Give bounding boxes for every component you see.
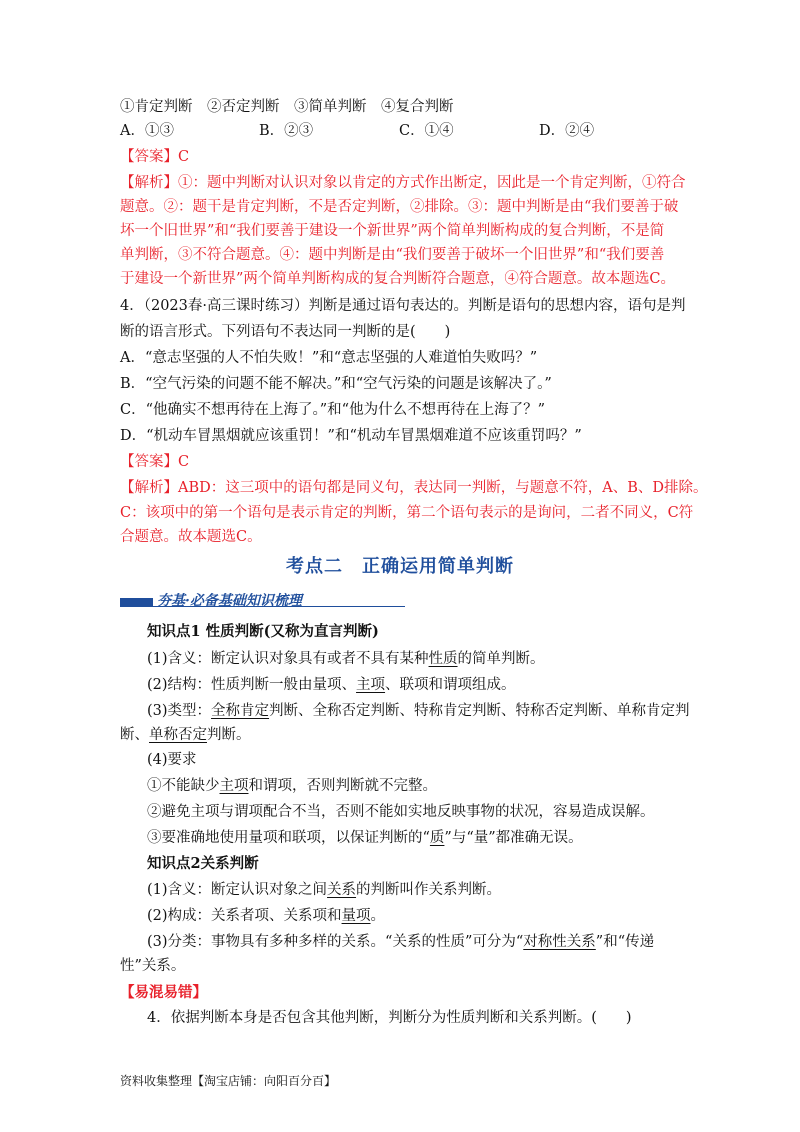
q4-analysis-line: 合题意。故本题选C。 (120, 529, 262, 545)
q4-option-b: B．“空气污染的问题不能不解决。”和“空气污染的问题是该解决了。” (120, 376, 552, 392)
q3-analysis-line: 【解析】①：题中判断对认识对象以肯定的方式作出断定，因此是一个肯定判断，①符合 (120, 175, 686, 191)
q3-option-b: B．②③ (259, 123, 314, 139)
q3-analysis-line: 于建设一个新世界”两个简单判断构成的复合判断符合题意，④符合题意。故本题选C。 (120, 271, 676, 287)
confusion-label: 【易混易错】 (120, 984, 207, 1001)
confusion-question: 4．依据判断本身是否包含其他判断，判断分为性质判断和关系判断。( ) (147, 1010, 632, 1026)
kp1-title: 知识点1 性质判断(又称为直言判断) (147, 623, 379, 640)
q4-answer: 【答案】C (120, 454, 190, 470)
q4-option-d: D．“机动车冒黑烟就应该重罚！”和“机动车冒黑烟难道不应该重罚吗？” (120, 428, 582, 444)
kp1-requirements: (4)要求 (147, 752, 197, 768)
kp2-definition: (1)含义：断定认识对象之间关系的判断叫作关系判断。 (147, 882, 502, 898)
q3-analysis-line: 单判断，③不符合题意。④：题中判断是由“我们要善于破坏一个旧世界”和“我们要善 (120, 247, 665, 263)
kp1-types: (3)类型：全称肯定判断、全称否定判断、特称肯定判断、特称否定判断、单称肯定判 (147, 703, 690, 719)
kp1-definition: (1)含义：断定认识对象具有或者不具有某种性质的简单判断。 (147, 651, 545, 667)
q3-option-c: C．①④ (399, 123, 454, 139)
section-title: 考点二 正确运用简单判断 (286, 556, 514, 577)
q4-analysis-line: 【解析】ABD：这三项中的语句都是同义句，表达同一判断，与题意不符，A、B、D排除。 (120, 480, 708, 496)
kp1-req-2: ②避免主项与谓项配合不当，否则不能如实地反映事物的状况，容易造成误解。 (147, 804, 655, 820)
kp1-types-cont: 断、单称否定判断。 (120, 727, 251, 743)
banner-text: 夯基·必备基础知识梳理 (157, 593, 302, 609)
kp2-composition: (2)构成：关系者项、关系项和量项。 (147, 908, 386, 924)
q3-answer: 【答案】C (120, 149, 190, 165)
q3-analysis-line: 题意。②：题干是肯定判断，不是否定判断，②排除。③：题中判断是由“我们要善于破 (120, 199, 679, 215)
kp2-classification-cont: 性”关系。 (120, 958, 186, 974)
q3-analysis-line: 坏一个旧世界”和“我们要善于建设一个新世界”两个简单判断构成的复合判断，不是简 (120, 223, 665, 239)
kp1-req-1: ①不能缺少主项和谓项，否则判断就不完整。 (147, 778, 437, 794)
kp1-structure: (2)结构：性质判断一般由量项、主项、联项和谓项组成。 (147, 677, 516, 693)
q3-option-d: D．②④ (539, 123, 595, 139)
kp1-req-3: ③要准确地使用量项和联项，以保证判断的“质”与“量”都准确无误。 (147, 830, 583, 846)
footer-source: 资料收集整理【淘宝店铺：向阳百分百】 (120, 1074, 337, 1088)
q3-items: ①肯定判断 ②否定判断 ③简单判断 ④复合判断 (120, 99, 454, 115)
q3-option-a: A．①③ (120, 123, 174, 139)
q4-stem-line: 断的语言形式。下列语句不表达同一判断的是( ) (120, 324, 451, 340)
q4-option-c: C．“他确实不想再待在上海了。”和“他为什么不想再待在上海了？” (120, 402, 545, 418)
banner-bar (120, 598, 153, 607)
kp2-title: 知识点2关系判断 (147, 855, 259, 872)
q4-analysis-line: C：该项中的第一个语句是表示肯定的判断，第二个语句表示的是询问，二者不同义，C符 (120, 505, 694, 521)
kp2-classification: (3)分类：事物具有多种多样的关系。“关系的性质”可分为“对称性关系”和“传递 (147, 934, 655, 950)
q4-stem-line: 4．（2023春·高三课时练习）判断是通过语句表达的。判断是语句的思想内容，语句是判 (120, 298, 686, 314)
section-banner (120, 590, 405, 614)
q4-option-a: A．“意志坚强的人不怕失败！”和“意志坚强的人难道怕失败吗？” (120, 350, 538, 366)
